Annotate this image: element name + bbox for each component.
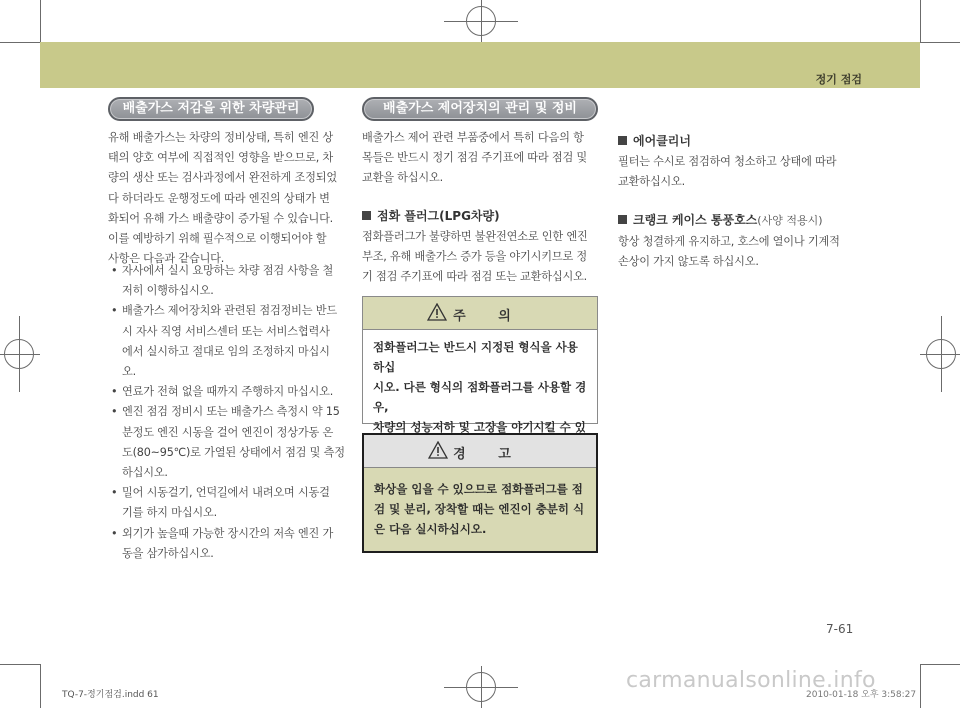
crop-mark: [920, 664, 921, 708]
text-line: 시오. 다른 형식의 점화플러그를 사용할 경우,: [373, 380, 587, 414]
crop-mark: [920, 0, 921, 42]
spark-plug-text: [362, 227, 598, 288]
text-line: • 자사에서 실시 요망하는 차량 점검 사항을 철: [122, 264, 334, 277]
list-item: [108, 382, 346, 402]
text-line: 필터는 수시로 점검하여 청소하고 상태에 따라: [618, 155, 837, 168]
text-line: 에서 실시하고 절대로 임의 조정하지 마십시: [122, 344, 330, 358]
text-line: 화상을 입을 수 있으므로 점화플러그를 점: [374, 482, 583, 496]
air-cleaner-text: [618, 152, 868, 192]
list-item: [108, 524, 346, 564]
option-note: (사양 적용시): [757, 214, 823, 227]
header-band: [40, 42, 920, 88]
registration-line: [481, 0, 482, 42]
subheading-label: 에어클리너: [633, 134, 691, 148]
list-item: [108, 301, 346, 382]
crop-mark: [40, 664, 41, 708]
text-line: 유해 배출가스는 차량의 정비상태, 특히 엔진 상: [108, 131, 334, 144]
middle-intro-text: [362, 128, 598, 189]
left-intro-text: [108, 128, 346, 269]
section-heading-emission-reduction: 배출가스 저감을 위한 차량관리: [108, 97, 314, 121]
watermark: carmanualsonline.info: [626, 668, 876, 693]
text-line: 태의 양호 여부에 직접적인 영향을 받으므로, 차: [108, 151, 334, 165]
text-line: 사항은 다음과 같습니다.: [108, 252, 225, 266]
subheading-label: 크랭크 케이스 통풍호스: [633, 213, 758, 227]
text-line: 기를 하지 마십시오.: [122, 506, 217, 520]
text-line: 도(80~95℃)로 가열된 상태에서 점검 및 측정: [122, 445, 345, 459]
page-number: 7-61: [826, 622, 854, 636]
text-line: • 배출가스 제어장치와 관련된 점검정비는 반드: [122, 304, 337, 318]
text-line: 시 자사 직영 서비스센터 또는 서비스협력사: [122, 324, 330, 338]
text-line: • 연료가 전혀 없을 때까지 주행하지 마십시오.: [122, 385, 334, 399]
text-line: 부조, 유해 배출가스 증가 등을 야기시키므로 정: [362, 250, 588, 264]
crop-mark: [0, 42, 40, 43]
registration-line: [0, 354, 40, 355]
crop-mark: [920, 664, 960, 665]
text-line: 저히 이행하십시오.: [122, 284, 214, 298]
text-line: 손상이 가지 않도록 하십시오.: [618, 255, 759, 269]
crop-mark: [920, 42, 960, 43]
text-line: 점화플러그는 반드시 지정된 형식을 사용하십: [373, 340, 578, 374]
list-item: [108, 483, 346, 523]
text-line: 배출가스 제어 관련 부품중에서 특히 다음의 항: [362, 131, 584, 144]
warning-box: [362, 433, 598, 553]
registration-line: [19, 316, 20, 392]
text-line: 하십시오.: [122, 466, 168, 480]
text-line: 차량의 성능저하 및 고장을 야기시킬 수 있: [373, 420, 586, 434]
list-item: [108, 402, 346, 483]
text-line: • 외기가 높을때 가능한 장시간의 저속 엔진 가: [122, 526, 334, 540]
warning-title: 경 고: [453, 447, 525, 462]
text-line: 량의 생산 또는 검사과정에서 완전하게 조정되었: [108, 171, 337, 185]
text-line: 다 하더라도 운행정도에 따라 엔진의 상태가 변: [108, 191, 330, 205]
text-line: 분정도 엔진 시동을 걸어 엔진이 정상가동 온: [122, 425, 334, 439]
caution-box: [362, 296, 598, 434]
page-title: 정기 점검: [815, 73, 862, 86]
text-line: 동을 삼가하십시오.: [122, 546, 214, 560]
text-line: 은 다음 실시하십시오.: [374, 522, 487, 536]
text-line: 항상 청결하게 유지하고, 호스에 열이나 기계적: [618, 235, 840, 248]
text-line: 화되어 유해 가스 배출량이 증가될 수 있습니다.: [108, 211, 334, 225]
text-line: 이를 예방하기 위해 필수적으로 이행되어야 할: [108, 232, 327, 246]
registration-line: [481, 666, 482, 708]
text-line: 목들은 반드시 정기 점검 주기표에 따라 점검 및: [362, 151, 588, 165]
crop-mark: [40, 0, 41, 42]
square-bullet-icon: [618, 215, 627, 224]
registration-line: [941, 316, 942, 392]
square-bullet-icon: [362, 211, 371, 220]
text-line: 교환을 하십시오.: [362, 171, 443, 185]
text-line: • 엔진 점검 정비시 또는 배출가스 측정시 약 15: [122, 405, 340, 419]
text-line: 오.: [122, 365, 136, 379]
crankcase-hose-text: [618, 232, 868, 272]
maintenance-bullet-list: [108, 261, 346, 564]
warning-text: [374, 479, 588, 539]
warning-header: [364, 435, 596, 468]
subheading-label: 점화 플러그(LPG차량): [377, 209, 500, 223]
file-name: TQ-7-정기점검.indd 61: [62, 690, 159, 700]
square-bullet-icon: [618, 136, 627, 145]
section-heading-emission-control: 배출가스 제어장치의 관리 및 정비: [362, 97, 598, 121]
crop-mark: [0, 664, 40, 665]
text-line: 점화플러그가 불량하면 불완전연소로 인한 엔진: [362, 230, 588, 243]
text-line: • 밀어 시동걸기, 언덕길에서 내려오며 시동걸: [122, 486, 330, 500]
registration-line: [920, 354, 960, 355]
crankcase-hose-heading: [618, 211, 823, 228]
text-line: 기 점검 주기표에 따라 점검 또는 교환하십시오.: [362, 270, 588, 284]
text-line: 교환하십시오.: [618, 175, 685, 189]
caution-title: 주 의: [453, 309, 525, 324]
text-line: 검 및 분리, 장착할 때는 엔진이 충분히 식: [374, 502, 585, 516]
list-item: [108, 261, 346, 301]
print-timestamp: 2010-01-18 오후 3:58:27: [806, 690, 917, 700]
spark-plug-heading: [362, 207, 500, 224]
air-cleaner-heading: [618, 132, 691, 149]
caution-header: [363, 297, 597, 330]
